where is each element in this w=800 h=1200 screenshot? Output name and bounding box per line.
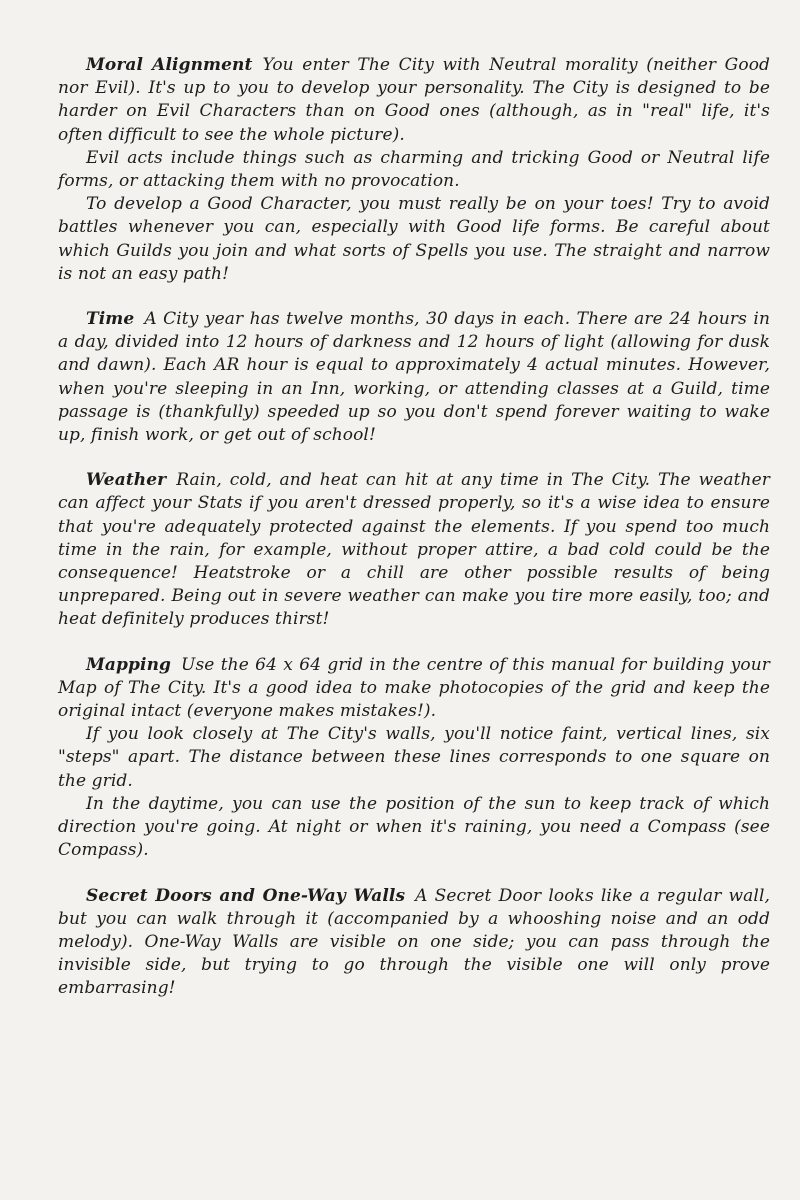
section-weather bbox=[58, 469, 770, 631]
section-secret-doors bbox=[58, 885, 770, 1001]
section-time bbox=[58, 308, 770, 447]
paragraph-text: A Secret Door looks like a regular wall, but you can walk through it (accompanied by a whooshing noise and an odd melody). One-Way Walls are visible on one side; you can pass through the invisible side, but trying to go through the visible one will only prove embarrasing! bbox=[58, 885, 770, 999]
section-heading: Time bbox=[86, 309, 135, 330]
paragraph bbox=[58, 885, 770, 1001]
paragraph: In the daytime, you can use the position of the sun to keep track of which direction you're going. At night or when it's raining, you need a Compass (see Compass). bbox=[58, 793, 770, 861]
paragraph: To develop a Good Character, you must really be on your toes! Try to avoid battles whenever you can, especially with Good life forms. Be careful about which Guilds you join and what sorts of Spells you use. The straight and narrow is not an easy path! bbox=[58, 194, 770, 284]
section-heading: Mapping bbox=[86, 654, 172, 675]
paragraph-text: Use the 64 x 64 grid in the centre of this manual for building your Map of The City. It's a good idea to make photocopies of the grid and keep the original intact (everyone makes mistakes!). bbox=[58, 654, 770, 722]
paragraph bbox=[58, 308, 770, 447]
section-moral-alignment bbox=[58, 54, 770, 286]
section-mapping bbox=[58, 654, 770, 863]
paragraph-text: A City year has twelve months, 30 days in each. There are 24 hours in a day, divided into 12 hours of darkness and 12 hours of light (allowing for dusk and dawn). Each AR hour is equal to approximately 4 actual minutes. However, when you're sleeping in an Inn, working, or attending classes at a Guild, time passage is (thankfully) speeded up so you don't spend forever waiting to wake up, finish work, or get out of school! bbox=[58, 309, 770, 446]
paragraph bbox=[58, 469, 770, 631]
paragraph bbox=[58, 54, 770, 147]
paragraph-text: Rain, cold, and heat can hit at any time in The City. The weather can affect your Stats if you aren't dressed properly, so it's a wise idea to ensure that you're adequately protected against the elements. If you spend too much time in the rain, for example, without proper attire, a bad cold could be the consequence! Heatstroke or a chill are other possible results of being unprepared. Being out in severe weather can make you tire more easily, too; and heat definitely produces thirst! bbox=[58, 470, 770, 630]
paragraph-text: You enter The City with Neutral morality (neither Good nor Evil). It's up to you to develop your personality. The City is designed to be harder on Evil Characters than on Good ones (although, as in "real" life, it's often difficult to see the whole picture). bbox=[58, 55, 771, 145]
paragraph: If you look closely at The City's walls, you'll notice faint, vertical lines, six "steps" apart. The distance between these lines corresponds to one square on the grid. bbox=[58, 724, 770, 791]
paragraph bbox=[58, 654, 770, 724]
paragraph: Evil acts include things such as charming and tricking Good or Neutral life forms, or attacking them with no provocation. bbox=[58, 147, 770, 192]
manual-page bbox=[58, 54, 770, 1023]
section-heading: Moral Alignment bbox=[86, 55, 253, 75]
section-heading: Weather bbox=[86, 470, 167, 491]
section-heading: Secret Doors and One-Way Walls bbox=[86, 885, 406, 906]
